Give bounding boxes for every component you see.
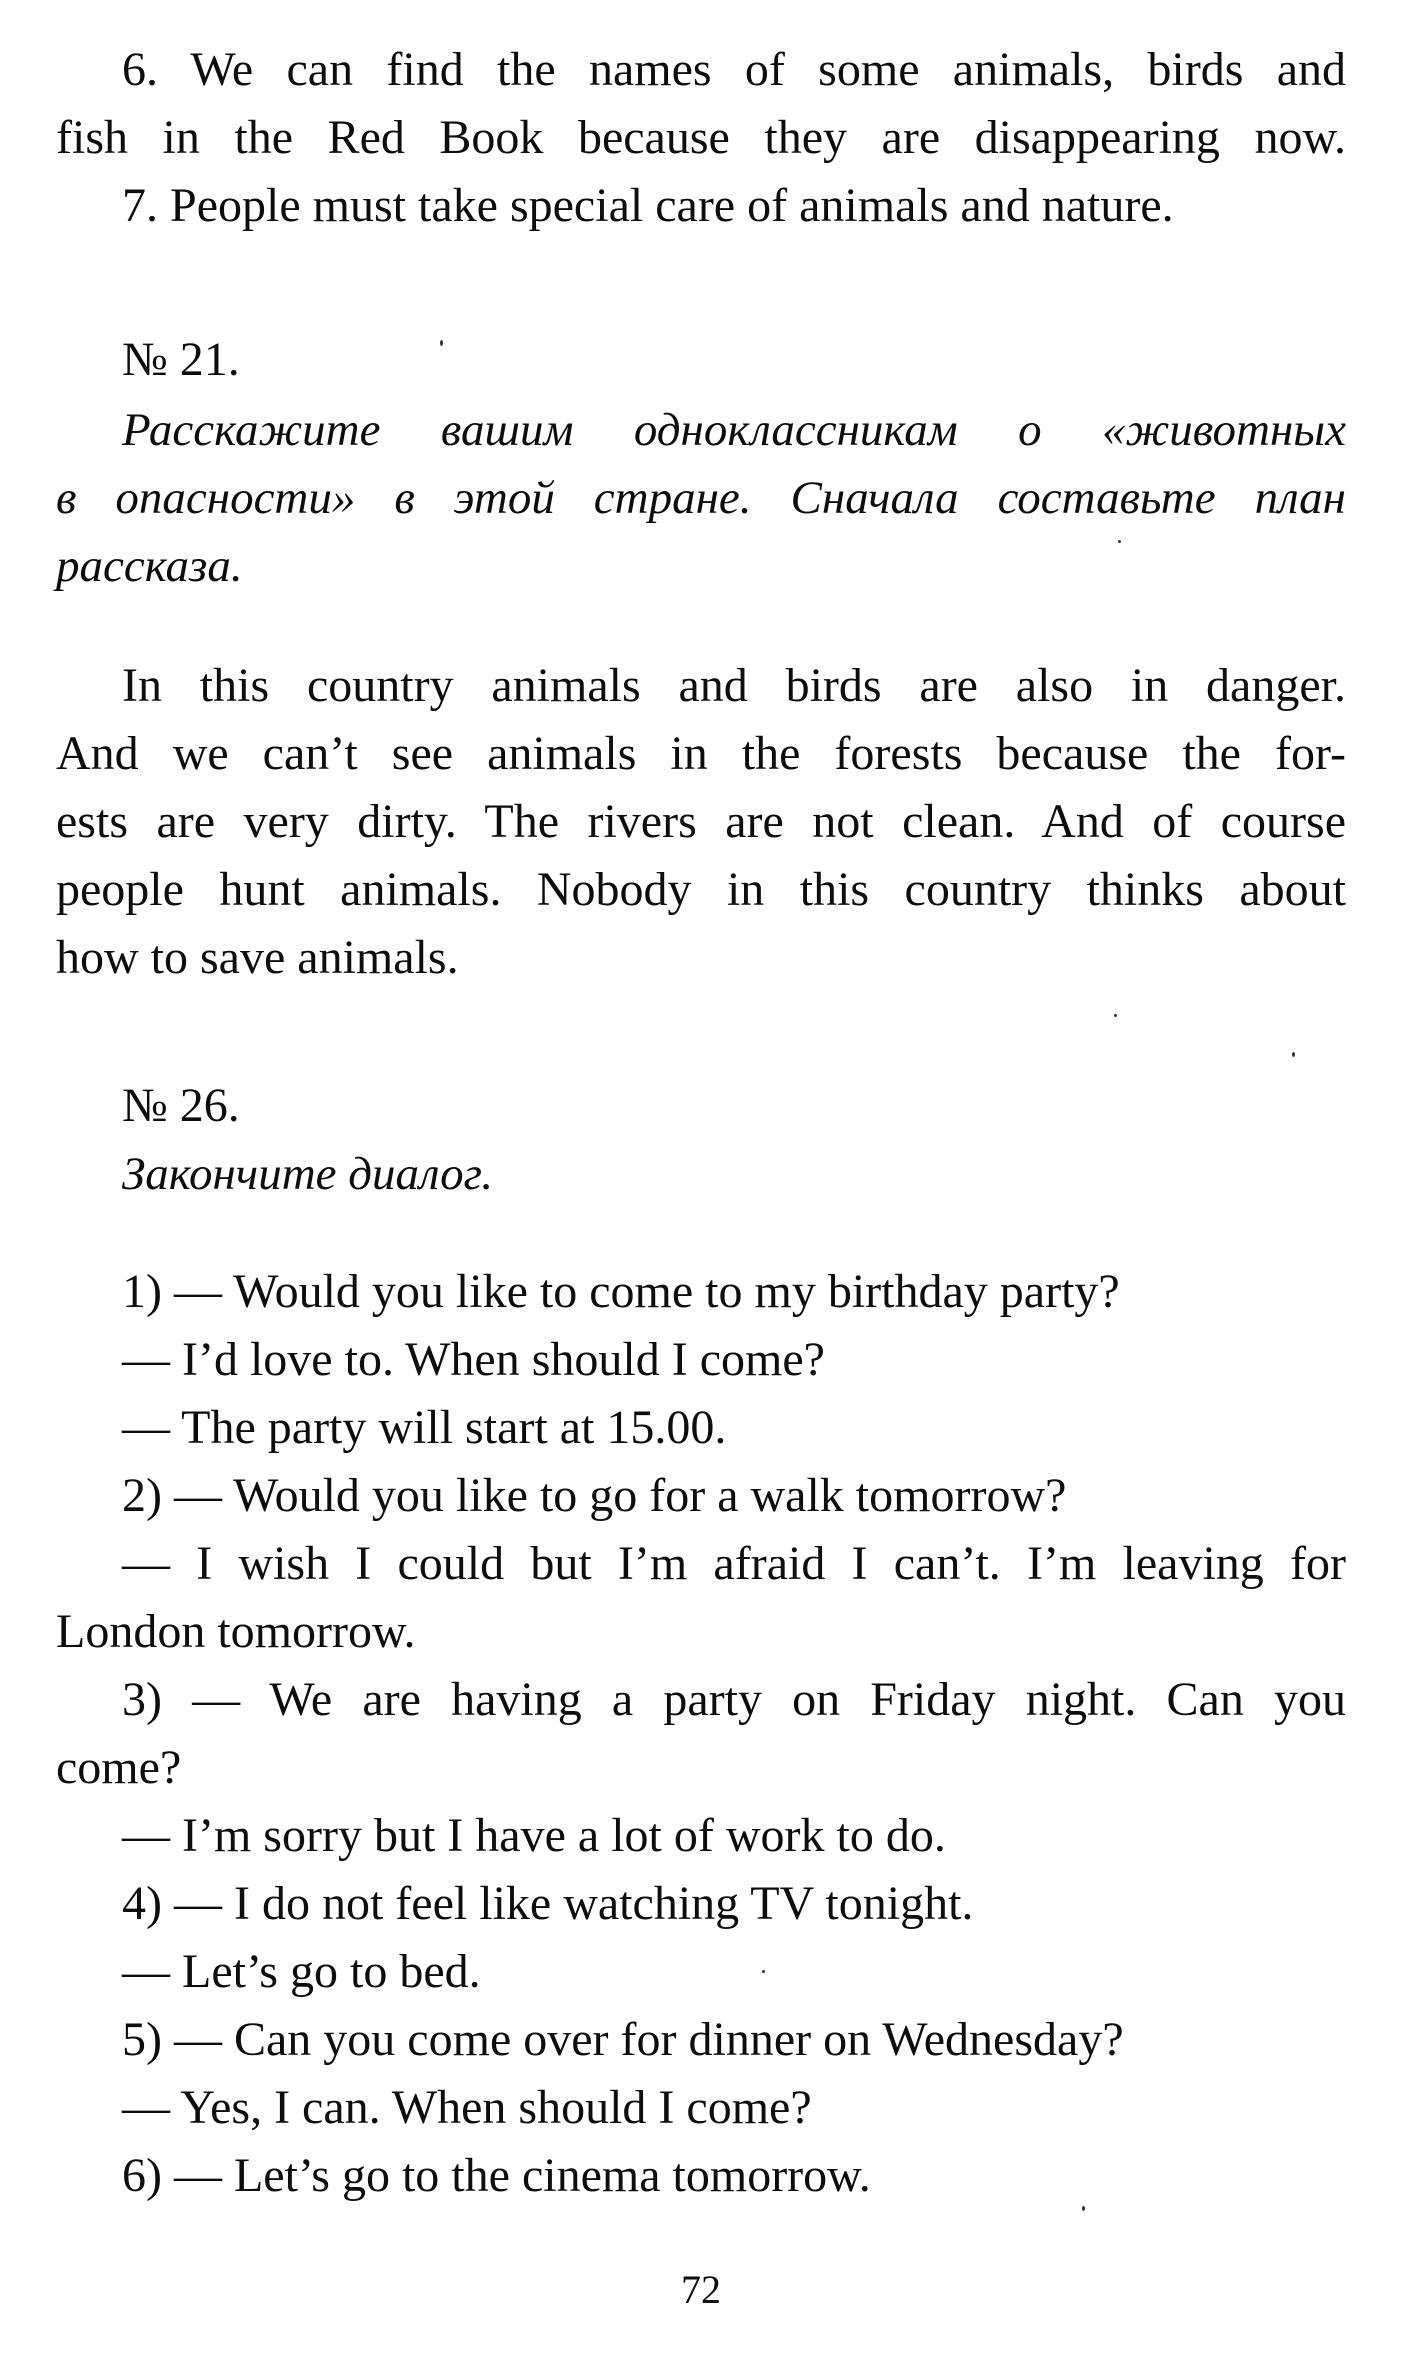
task-21-answer-line-5: how to save animals. [56,931,459,984]
scan-speck [440,340,443,346]
dialogue-line-2: — I’d love to. When should I come? [122,1333,825,1386]
dialogue-line-8: come? [56,1741,182,1794]
dialogue-line-9: — I’m sorry but I have a lot of work to do. [122,1809,946,1862]
book-page [56,0,1346,2362]
task-21-number: № 21. [122,333,240,386]
item-6-line-2: fish in the Red Book because they are disappearing now. [56,111,1346,164]
scan-speck [1118,540,1121,543]
dialogue-line-13: — Yes, I can. When should I come? [122,2081,812,2134]
scan-speck [1114,1014,1117,1017]
dialogue-line-4: 2) — Would you like to go for a walk tomorrow? [122,1469,1067,1522]
task-26-number: № 26. [122,1079,240,1132]
task-21-answer-line-2: And we can’t see animals in the forests because the for- [56,727,1346,780]
scan-speck [1082,2206,1085,2211]
dialogue-line-14: 6) — Let’s go to the cinema tomorrow. [122,2149,871,2202]
dialogue-line-11: — Let’s go to bed. [122,1945,481,1998]
scan-speck [762,1970,765,1973]
dialogue-line-5: — I wish I could but I’m afraid I can’t. I’m leaving for [122,1537,1346,1590]
task-21-answer-line-1: In this country animals and birds are also in danger. [122,659,1346,712]
dialogue-line-10: 4) — I do not feel like watching TV tonight. [122,1877,974,1930]
task-26-instruction: Закончите диалог. [122,1148,494,1200]
task-21-instruction-line-1: Расскажите вашим одноклассникам о «животных [122,404,1346,456]
dialogue-line-12: 5) — Can you come over for dinner on Wednesday? [122,2013,1124,2066]
page-number: 72 [681,2267,721,2312]
task-21-instruction-line-3: рассказа. [56,540,243,592]
task-21-instruction-line-2: в опасности» в этой стране. Сначала составьте план [56,472,1346,524]
dialogue-line-6: London tomorrow. [56,1605,416,1658]
task-21-answer-line-4: people hunt animals. Nobody in this country thinks about [56,863,1346,916]
task-21-answer-line-3: ests are very dirty. The rivers are not clean. And of course [56,795,1346,848]
dialogue-line-1: 1) — Would you like to come to my birthday party? [122,1265,1120,1318]
dialogue-line-7: 3) — We are having a party on Friday night. Can you [122,1673,1346,1726]
item-6-line-1: 6. We can find the names of some animals, birds and [122,43,1346,96]
scan-speck [1292,1052,1295,1057]
item-7: 7. People must take special care of animals and nature. [122,179,1174,232]
dialogue-line-3: — The party will start at 15.00. [122,1401,727,1454]
